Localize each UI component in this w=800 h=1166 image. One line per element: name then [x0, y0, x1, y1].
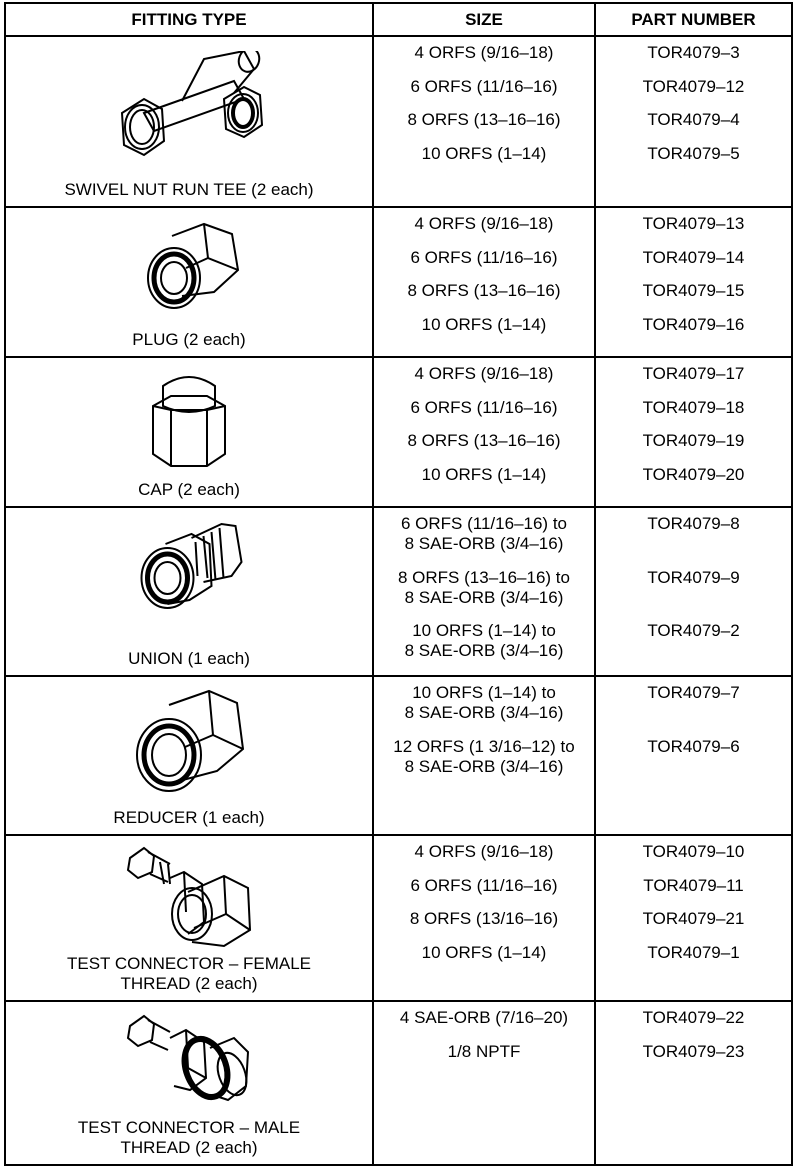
fitting-label: REDUCER (1 each): [113, 808, 265, 828]
fitting-cell: [5, 835, 373, 1001]
part-number: TOR4079–1: [647, 942, 740, 962]
part-number: TOR4079–11: [643, 875, 744, 895]
table-row: [5, 507, 792, 676]
fitting-cell: [5, 507, 373, 676]
plug-icon: [134, 218, 244, 318]
fittings-table: [4, 2, 793, 1166]
part-number: TOR4079–3: [647, 43, 740, 62]
size-value: 6 ORFS (11/16–16): [410, 875, 558, 895]
size-cell: [373, 507, 595, 676]
size-cell: [373, 835, 595, 1001]
part-cell: [595, 676, 792, 835]
test-connector-female-icon: [124, 842, 254, 952]
table-row: [5, 357, 792, 507]
part-number: TOR4079–5: [647, 143, 740, 163]
size-value: 1/8 NPTF: [447, 1041, 521, 1061]
size-cell: [373, 207, 595, 357]
table-row: [5, 207, 792, 357]
part-number: TOR4079–22: [642, 1008, 745, 1028]
size-value: 6 ORFS (11/16–16): [410, 247, 558, 267]
size-value: 10 ORFS (1–14): [421, 143, 547, 163]
fitting-cell: [5, 207, 373, 357]
part-number: TOR4079–18: [642, 397, 745, 417]
fitting-label: SWIVEL NUT RUN TEE (2 each): [64, 180, 314, 199]
header-fitting-type: FITTING TYPE: [5, 3, 373, 36]
part-number: TOR4079–20: [642, 464, 745, 484]
part-number: TOR4079–19: [642, 431, 745, 451]
test-connector-male-icon: [124, 1008, 254, 1108]
size-value: 10 ORFS (1–14) to 8 SAE-ORB (3/4–16): [404, 683, 564, 723]
size-value: 6 ORFS (11/16–16) to 8 SAE-ORB (3/4–16): [401, 514, 567, 553]
part-number: TOR4079–15: [642, 281, 745, 301]
part-number: TOR4079–10: [642, 842, 745, 862]
part-cell: [595, 36, 792, 207]
header-part-number: PART NUMBER: [595, 3, 792, 36]
size-value: 6 ORFS (11/16–16): [410, 76, 558, 96]
part-number: TOR4079–4: [647, 110, 740, 130]
size-value: 12 ORFS (1 3/16–12) to 8 SAE-ORB (3/4–16): [393, 736, 575, 776]
fitting-cell: [5, 1001, 373, 1165]
part-number: TOR4079–12: [642, 76, 745, 96]
size-value: 6 ORFS (11/16–16): [410, 397, 558, 417]
fitting-cell: [5, 357, 373, 507]
fitting-label: TEST CONNECTOR – FEMALE THREAD (2 each): [66, 954, 312, 994]
part-number: TOR4079–8: [647, 514, 740, 533]
part-number: TOR4079–7: [647, 683, 740, 703]
part-cell: [595, 207, 792, 357]
reducer-icon: [129, 685, 249, 800]
size-value: 8 ORFS (13–16–16): [407, 110, 561, 130]
fitting-label: PLUG (2 each): [132, 330, 246, 349]
size-value: 4 ORFS (9/16–18): [414, 214, 554, 233]
size-value: 8 ORFS (13–16–16): [407, 431, 561, 451]
part-number: TOR4079–21: [642, 909, 745, 929]
part-number: TOR4079–16: [642, 314, 745, 334]
table-row: [5, 36, 792, 207]
part-number: TOR4079–2: [647, 621, 740, 641]
part-cell: [595, 507, 792, 676]
size-value: 10 ORFS (1–14) to 8 SAE-ORB (3/4–16): [404, 621, 564, 661]
table-row: [5, 676, 792, 835]
part-number: TOR4079–9: [647, 567, 740, 587]
table-row: [5, 835, 792, 1001]
part-cell: [595, 357, 792, 507]
size-cell: [373, 676, 595, 835]
swivel-nut-run-tee-icon: [104, 51, 274, 161]
part-cell: [595, 1001, 792, 1165]
size-value: 4 ORFS (9/16–18): [414, 842, 554, 862]
size-value: 10 ORFS (1–14): [421, 314, 547, 334]
header-size: SIZE: [373, 3, 595, 36]
fitting-label: UNION (1 each): [128, 649, 250, 669]
size-cell: [373, 36, 595, 207]
size-cell: [373, 357, 595, 507]
part-number: TOR4079–14: [642, 247, 745, 267]
part-number: TOR4079–17: [642, 364, 745, 383]
size-cell: [373, 1001, 595, 1165]
fitting-label: CAP (2 each): [138, 480, 240, 499]
size-value: 8 ORFS (13/16–16): [409, 909, 559, 929]
size-value: 4 SAE-ORB (7/16–20): [399, 1008, 569, 1028]
part-cell: [595, 835, 792, 1001]
table-row: [5, 1001, 792, 1165]
part-number: TOR4079–6: [647, 736, 740, 756]
cap-icon: [149, 366, 229, 471]
header-row: [5, 3, 792, 36]
size-value: 8 ORFS (13–16–16) to 8 SAE-ORB (3/4–16): [398, 567, 570, 607]
part-number: TOR4079–13: [642, 214, 745, 233]
fitting-cell: [5, 36, 373, 207]
fitting-cell: [5, 676, 373, 835]
part-number: TOR4079–23: [642, 1041, 745, 1061]
size-value: 10 ORFS (1–14): [421, 942, 547, 962]
size-value: 4 ORFS (9/16–18): [414, 364, 554, 383]
union-icon: [132, 516, 247, 616]
size-value: 8 ORFS (13–16–16): [407, 281, 561, 301]
size-value: 10 ORFS (1–14): [421, 464, 547, 484]
size-value: 4 ORFS (9/16–18): [414, 43, 554, 62]
fitting-label: TEST CONNECTOR – MALE THREAD (2 each): [77, 1118, 301, 1158]
